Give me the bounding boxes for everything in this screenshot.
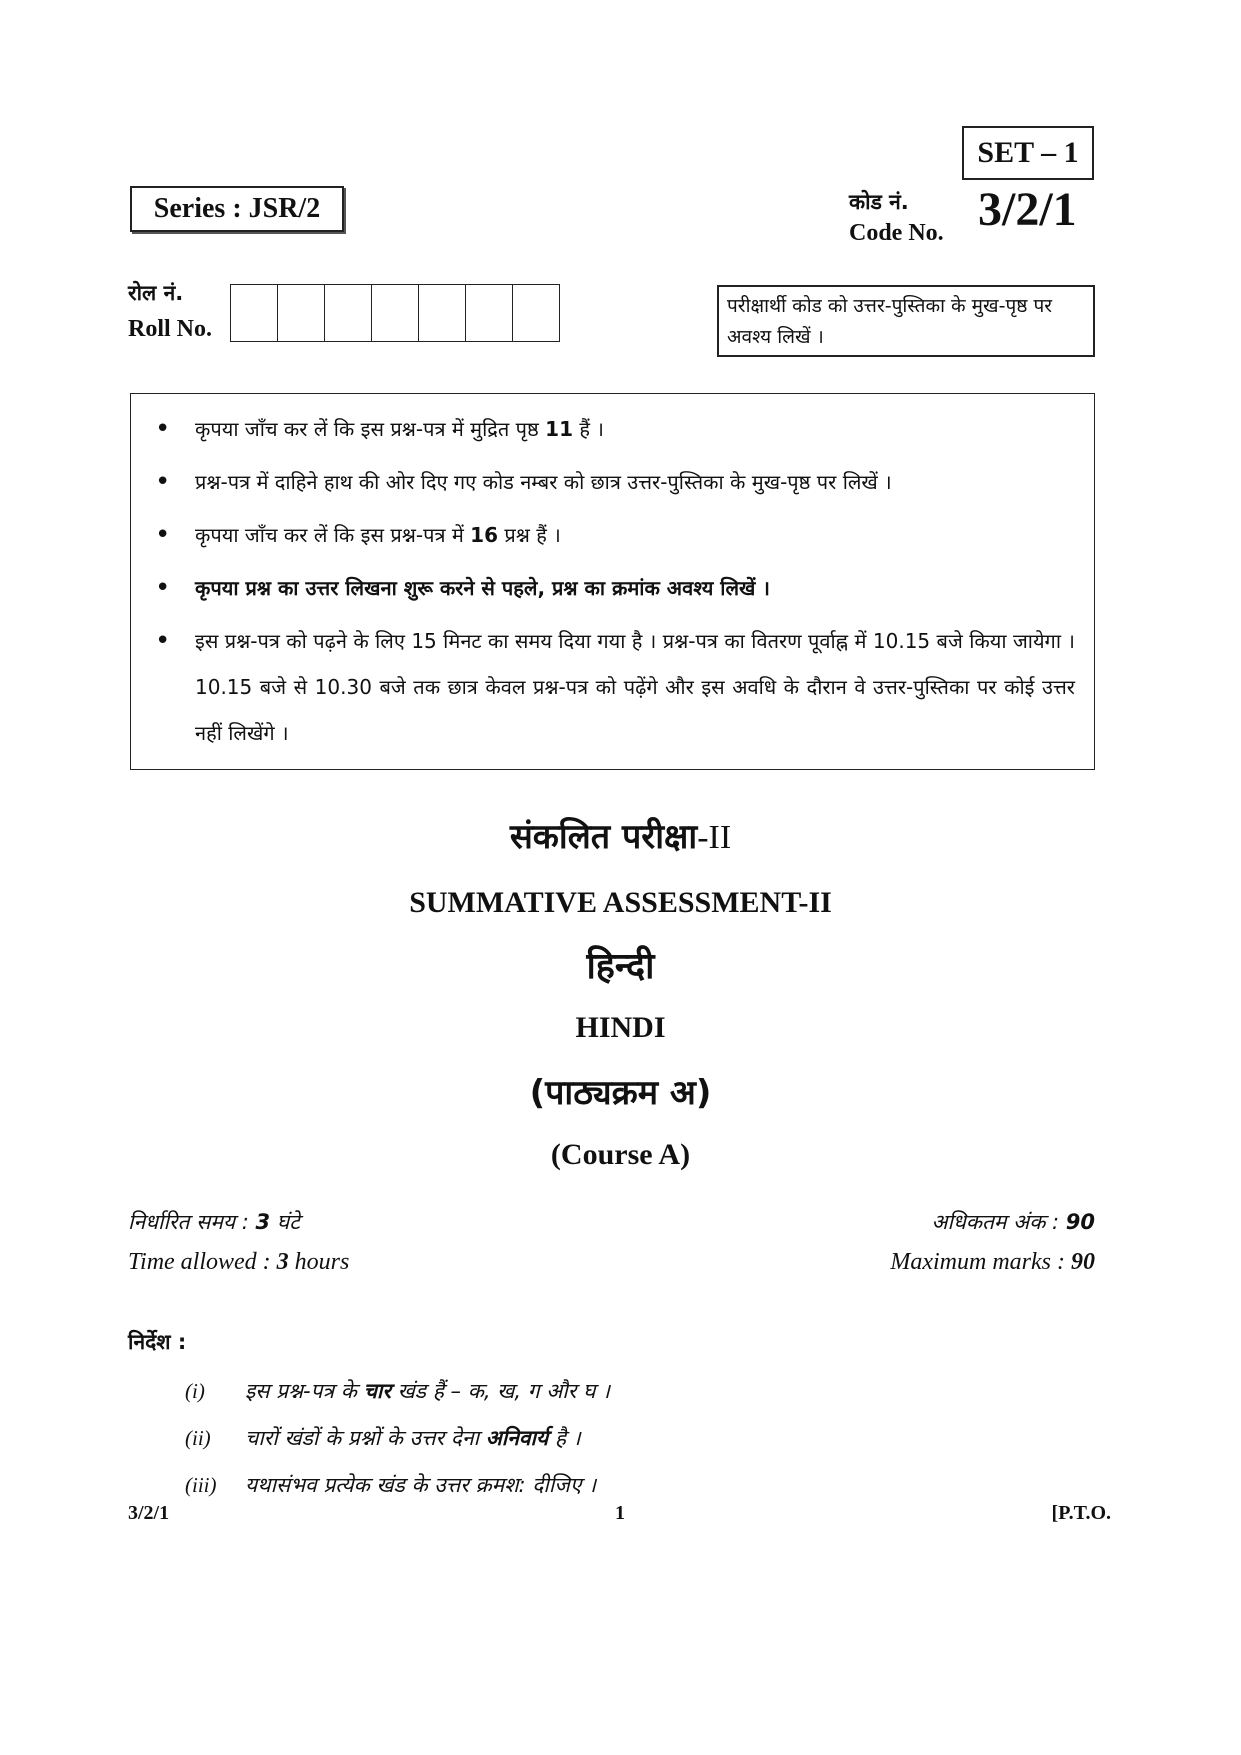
instruction-item — [155, 459, 1075, 505]
time-unit-hindi: घंटे — [270, 1210, 300, 1234]
code-label-english: Code No. — [849, 220, 944, 246]
instruction-bold: 16 — [470, 523, 498, 547]
direction-text: इस प्रश्न-पत्र के चार खंड हैं – क, ख, ग और घ । — [245, 1379, 611, 1403]
roll-number-grid — [230, 284, 560, 342]
direction-text: चारों खंडों के प्रश्नों के उत्तर देना अनिवार्य है । — [245, 1426, 581, 1450]
code-label-hindi: कोड नं. — [849, 190, 909, 214]
page-number: 1 — [615, 1502, 625, 1524]
instruction-bold: कृपया प्रश्न का उत्तर लिखना शुरू करने से पहले, प्रश्न का क्रमांक अवश्य लिखें । — [195, 576, 770, 600]
exam-title-hindi — [0, 812, 1241, 858]
time-allowed-hindi — [128, 1208, 300, 1236]
instruction-text: हैं । — [573, 417, 604, 441]
instruction-text: कृपया जाँच कर लें कि इस प्रश्न-पत्र में — [195, 523, 471, 547]
code-note-box: परीक्षार्थी कोड को उत्तर-पुस्तिका के मुख-पृष्ठ पर अवश्य लिखें । — [717, 285, 1095, 357]
exam-title-hindi-main: संकलित परीक्षा — [509, 817, 698, 857]
subject-hindi: हिन्दी — [586, 946, 655, 987]
roll-label-hindi: रोल नं. — [128, 281, 184, 305]
instructions-box — [130, 393, 1095, 770]
directions-list — [185, 1368, 1005, 1509]
direction-item — [185, 1368, 1005, 1415]
roll-label-english: Roll No. — [128, 316, 212, 342]
instruction-text: प्रश्न हैं । — [498, 523, 561, 547]
roll-cell[interactable] — [419, 284, 466, 342]
roll-cell[interactable] — [466, 284, 513, 342]
roll-cell[interactable] — [231, 284, 278, 342]
direction-item — [185, 1415, 1005, 1462]
series-label: Series : JSR/2 — [130, 186, 344, 232]
instruction-item — [155, 618, 1075, 756]
exam-title-hindi-suffix: -II — [697, 819, 732, 856]
time-allowed-english — [128, 1249, 349, 1276]
direction-text: यथासंभव प्रत्येक खंड के उत्तर क्रमश: दीजिए । — [245, 1473, 597, 1497]
marks-value-hindi: 90 — [1065, 1210, 1095, 1234]
direction-number: (iii) — [185, 1473, 217, 1497]
exam-title-english: SUMMATIVE ASSESSMENT-II — [409, 886, 832, 919]
instruction-item — [155, 406, 1075, 452]
course-hindi: (पाठ्यक्रम अ) — [529, 1073, 712, 1113]
instruction-item — [155, 512, 1075, 558]
marks-value-english: 90 — [1071, 1249, 1095, 1275]
subject-english: HINDI — [575, 1011, 666, 1044]
time-value-hindi: 3 — [255, 1210, 271, 1234]
direction-number: (i) — [185, 1379, 205, 1403]
set-number: SET – 1 — [962, 126, 1094, 180]
instruction-text: कृपया जाँच कर लें कि इस प्रश्न-पत्र में मुद्रित पृष्ठ — [195, 417, 546, 441]
time-value-english: 3 — [276, 1249, 289, 1275]
instruction-item — [155, 565, 1075, 611]
directions-heading: निर्देश : — [128, 1330, 187, 1354]
footer-code: 3/2/1 — [128, 1502, 170, 1524]
time-unit-english: hours — [288, 1249, 350, 1275]
direction-number: (ii) — [185, 1426, 211, 1450]
marks-label-english: Maximum marks : — [890, 1249, 1071, 1275]
roll-cell[interactable] — [325, 284, 372, 342]
instructions-list — [155, 406, 1075, 763]
code-number: 3/2/1 — [978, 183, 1077, 236]
instruction-bold: 11 — [545, 417, 574, 441]
instruction-text: इस प्रश्न-पत्र को पढ़ने के लिए 15 मिनट का समय दिया गया है । प्रश्न-पत्र का वितरण पूर्वाह्न में 10.15 बजे किया जायेगा । 10.15 बजे से 10.30 बजे तक छात्र केवल प्रश्न-पत्र को पढ़ेंगे और इस अवधि के दौरान वे उत्तर-पुस्तिका पर कोई उत्तर नहीं लिखेंगे । — [195, 629, 1075, 745]
direction-item — [185, 1462, 1005, 1509]
roll-cell[interactable] — [513, 284, 560, 342]
roll-cell[interactable] — [372, 284, 419, 342]
time-label-english: Time allowed : — [128, 1249, 277, 1275]
time-label-hindi: निर्धारित समय : — [128, 1210, 256, 1234]
course-english: (Course A) — [550, 1138, 691, 1171]
max-marks-hindi — [931, 1208, 1095, 1236]
instruction-text: प्रश्न-पत्र में दाहिने हाथ की ओर दिए गए कोड नम्बर को छात्र उत्तर-पुस्तिका के मुख-पृष्ठ पर लिखें । — [195, 470, 892, 494]
please-turn-over: [P.T.O. — [1051, 1502, 1111, 1524]
marks-label-hindi: अधिकतम अंक : — [931, 1210, 1066, 1234]
roll-cell[interactable] — [278, 284, 325, 342]
max-marks-english — [890, 1249, 1095, 1276]
